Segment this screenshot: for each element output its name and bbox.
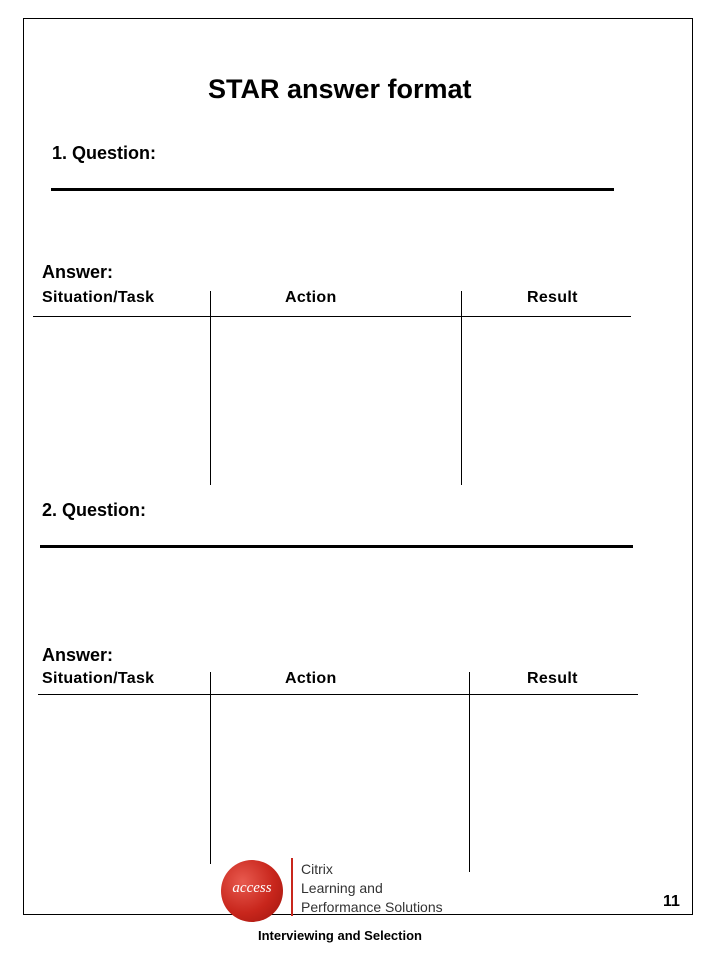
answer-1-divider-left [210,291,211,485]
answer-1-col-situation-task: Situation/Task [42,289,155,306]
question-1-answer-line [51,188,614,191]
question-2-label: 2. Question: [42,500,147,520]
answer-2-divider-left [210,672,211,864]
page-number: 11 [663,893,680,910]
page-footer: Interviewing and Selection [258,928,422,943]
answer-2-header-rule [38,694,638,695]
answer-1-col-action: Action [285,289,337,306]
question-1-label: 1. Question: [52,143,157,163]
answer-1-divider-right [461,291,462,485]
answer-1-header-rule [33,316,631,317]
logo-text-line-1: Citrix [301,861,333,877]
answer-2-col-result: Result [527,670,578,687]
logo-divider [291,858,293,916]
answer-2-col-action: Action [285,670,337,687]
logo-text-line-3: Performance Solutions [301,899,443,915]
answer-2-col-situation-task: Situation/Task [42,670,155,687]
access-logo-mark-text: access [232,880,272,896]
answer-1-col-result: Result [527,289,578,306]
question-2-answer-line [40,545,633,548]
answer-1-label: Answer: [42,262,114,282]
answer-2-divider-right [469,672,470,872]
answer-2-label: Answer: [42,645,114,665]
logo-text-line-2: Learning and [301,880,383,896]
page-title: STAR answer format [208,74,472,104]
